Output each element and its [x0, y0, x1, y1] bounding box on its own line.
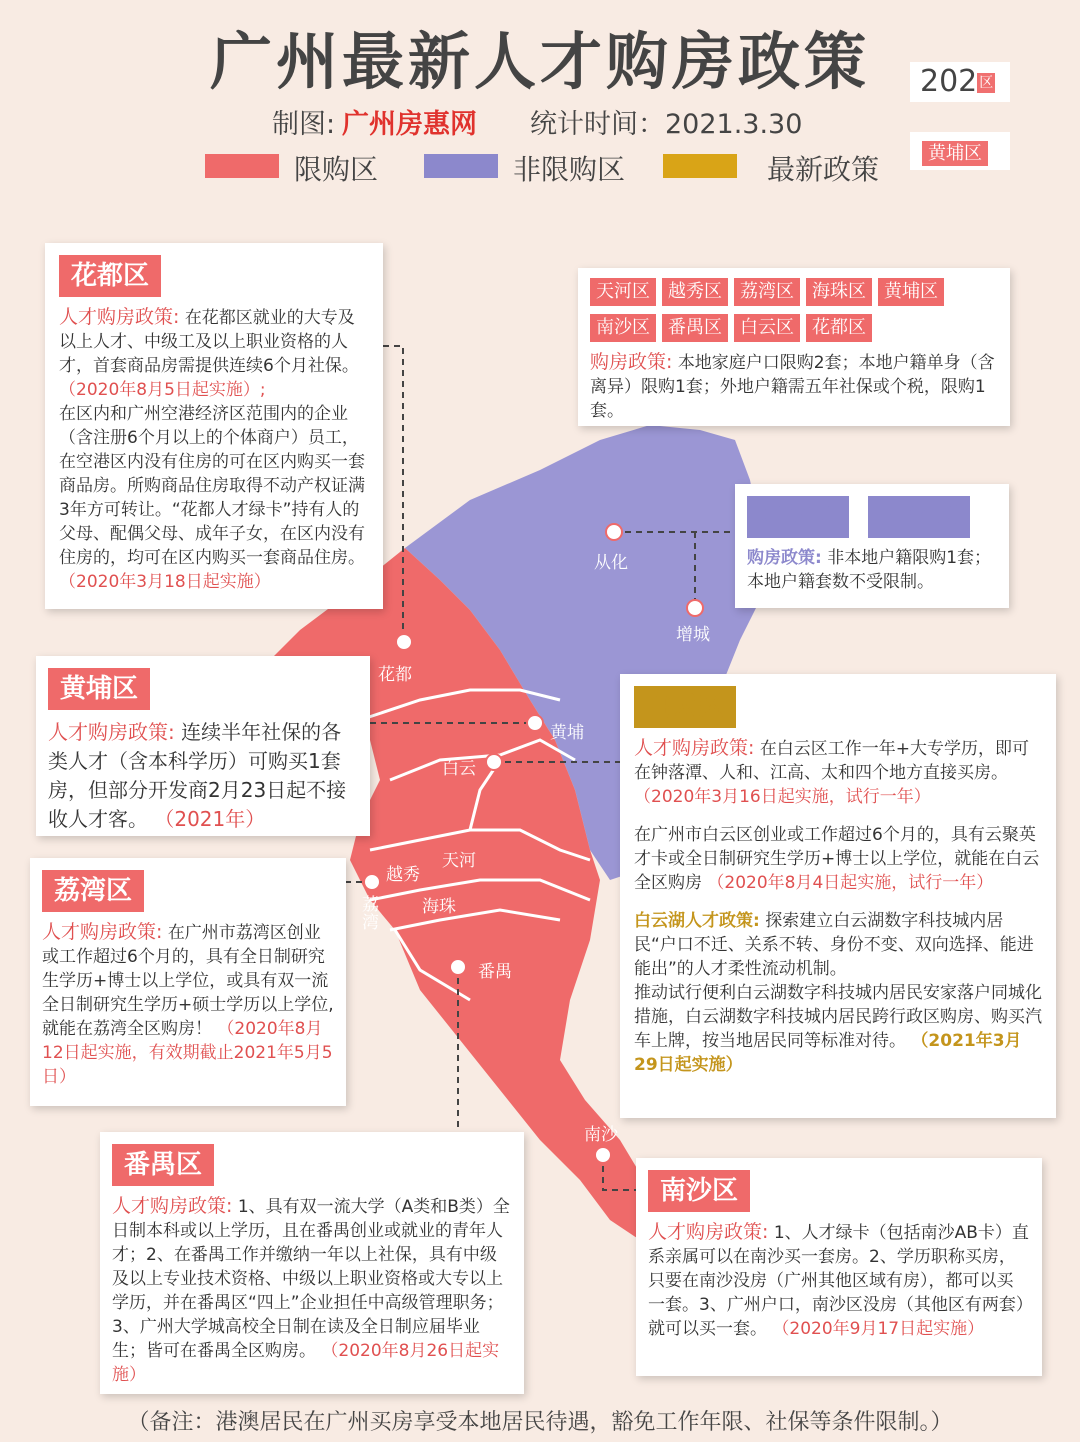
district-tag: 越秀区: [662, 278, 728, 306]
baiyun-policy-p1: [634, 736, 1042, 809]
zc-ch-chip-row: [747, 496, 997, 538]
district-tag: 白云区: [734, 314, 800, 342]
corner-year-tag: 区: [979, 74, 994, 91]
district-chip-nansha: 南沙区: [648, 1170, 750, 1212]
district-chip-huadu: 花都区: [59, 255, 161, 297]
huangpu-policy: [48, 718, 358, 834]
baiyun-lake-text4: 推动试行便利白云湖数字科技城内居民安家落户同城化措施，白云湖数字科技城内居民跨行政区购房、购买汽车上牌，按当地居民同等标准对待。: [634, 983, 1042, 1051]
map-label-zengcheng: 增城: [676, 625, 710, 645]
card-huangpu: [36, 656, 370, 836]
panyu-policy-date: （2020年8月26日起实施）: [112, 1341, 500, 1385]
huadu-policy-text2: 在区内和广州空港经济区范围内的企业（含注册6个月以上的个体商户）员工，在空港区内没有住房的可在区内购买一套商品房。所购商品住房取得不动产权证满3年方可转让。“花都人才绿卡”持有人的父母、配偶父母、成年子女，在区内没有住房的，均可在区内购买一套商品住房。: [59, 404, 365, 568]
baiyun-lake-p4: [634, 981, 1042, 1077]
zc-ch-policy-label: 购房政策:: [747, 548, 822, 568]
huangpu-policy-date: （2021年）: [154, 807, 266, 831]
map-label-baiyun: 白云: [442, 759, 476, 779]
district-chip-panyu: 番禺区: [112, 1144, 214, 1186]
zc-ch-policy: [747, 546, 997, 594]
liwan-policy-label: 人才购房政策:: [42, 921, 163, 943]
map-label-huangpu: 黄埔: [550, 723, 584, 743]
restricted-policy: [590, 350, 998, 423]
baiyun-lake-p3: [634, 909, 1042, 981]
baiyun-lake-label: 白云湖人才政策:: [634, 911, 760, 931]
panyu-policy: [112, 1194, 512, 1387]
huadu-policy-text1: 在花都区就业的大专及以上人才、中级工及以上职业资格的人才，首套商品房需提供连续6个月社保。: [59, 308, 359, 376]
baiyun-policy-date1: （2020年3月16日起实施，试行一年）: [634, 787, 931, 807]
district-chip-zengcheng: 增城区: [747, 496, 849, 538]
district-tag: 天河区: [590, 278, 656, 306]
baiyun-lake-text3: 探索建立白云湖数字科技城内居民“户口不迁、关系不转、身份不变、双向选择、能进能出”的人才柔性流动机制。: [634, 911, 1034, 979]
card-panyu: [100, 1132, 524, 1394]
district-chip-huangpu: 黄埔区: [48, 668, 150, 710]
huadu-policy-date1: （2020年8月5日起实施）;: [59, 380, 266, 400]
map-label-haizhu: 海珠: [422, 897, 456, 917]
legend-swatch-unrestricted: [424, 154, 498, 178]
zc-ch-policy-text: 非本地户籍限购1套；本地户籍套数不受限制。: [747, 548, 992, 592]
credit-source: 广州房惠网: [342, 109, 477, 140]
district-tag: 海珠区: [806, 278, 872, 306]
baiyun-policy-text2: 在广州市白云区创业或工作超过6个月的，具有云聚英才卡或全日制研究生学历+博士以上学位，就能在白云全区购房: [634, 825, 1040, 893]
huadu-policy-date2: （2020年3月18日起实施）: [59, 572, 271, 592]
restricted-district-chips: [590, 278, 998, 350]
map-label-nansha: 南沙: [584, 1125, 618, 1145]
card-nansha: [636, 1158, 1042, 1376]
huadu-policy-p2: [59, 402, 369, 594]
corner-district-fragment: [910, 132, 1010, 170]
district-tag: 黄埔区: [878, 278, 944, 306]
legend-swatch-restricted: [205, 154, 279, 178]
restricted-policy-text: 本地家庭户口限购2套；本地户籍单身（含离异）限购1套；外地户籍需五年社保或个税，限购1套。: [590, 353, 995, 421]
nansha-policy-date: （2020年9月17日起实施）: [772, 1319, 985, 1339]
huangpu-policy-label: 人才购房政策:: [48, 720, 175, 744]
card-liwan: [30, 858, 346, 1106]
huangpu-policy-text: 连续半年社保的各类人才（含本科学历）可购买1套房，但部分开发商2月23日起不接收人才客。: [48, 720, 347, 831]
liwan-policy-text: 在广州市荔湾区创业或工作超过6个月的，具有全日制研究生学历+博士以上学位，或具有双一流全日制研究生学历+硕士学历以上学位,就能在荔湾全区购房！: [42, 923, 334, 1039]
card-zengcheng-conghua: [735, 484, 1009, 608]
baiyun-policy-date2: （2020年8月4日起实施，试行一年）: [707, 873, 994, 893]
card-restricted-districts: [578, 268, 1010, 426]
huadu-policy-p1: [59, 305, 369, 402]
map-label-conghua: 从化: [594, 553, 628, 573]
nansha-policy-label: 人才购房政策:: [648, 1221, 769, 1243]
restricted-policy-label: 购房政策:: [590, 351, 673, 373]
district-chip-baiyun: 白云区: [634, 686, 736, 728]
corner-district: 黄埔区: [922, 141, 988, 166]
baiyun-policy-p2: [634, 823, 1042, 895]
huadu-policy-label: 人才购房政策:: [59, 306, 180, 328]
map-label-huadu: 花都: [378, 665, 412, 685]
legend-label-unrestricted: 非限购区: [513, 153, 626, 186]
panyu-policy-label: 人才购房政策:: [112, 1195, 233, 1217]
legend-label-latest: 最新政策: [767, 153, 880, 186]
legend-label-restricted: 限购区: [294, 153, 379, 186]
card-baiyun: [620, 674, 1056, 1118]
map-label-yuexiu: 越秀: [386, 865, 420, 885]
corner-year-fragment: [910, 62, 1010, 102]
district-tag: 南沙区: [590, 314, 656, 342]
district-tag: 荔湾区: [734, 278, 800, 306]
nansha-policy: [648, 1220, 1030, 1341]
panyu-policy-text: 1、具有双一流大学（A类和B类）全日制本科或以上学历，且在番禺创业或就业的青年人才；2、在番禺工作并缴纳一年以上社保，具有中级及以上专业技术资格、中级以上职业资格或大专以上学历，并在番禺区“四上”企业担任中高级管理职务；3、广州大学城高校全日制在读及全日制应届毕业生；皆可在番禺全区购房。: [112, 1197, 510, 1361]
liwan-policy: [42, 920, 334, 1089]
district-chip-conghua: 从化区: [868, 496, 970, 538]
card-huadu: [45, 243, 383, 609]
credit-label: 制图:: [272, 109, 336, 140]
legend-swatch-latest: [663, 154, 737, 178]
stat-time: 统计时间：2021.3.30: [530, 109, 803, 140]
map-label-liwan: 荔湾: [362, 895, 379, 933]
baiyun-policy-text1: 在白云区工作一年+大专学历，即可在钟落潭、人和、江高、太和四个地方直接买房。: [634, 739, 1030, 783]
district-tag: 花都区: [806, 314, 872, 342]
map-label-panyu: 番禺: [478, 962, 512, 982]
map-label-tianhe: 天河: [442, 851, 476, 871]
district-tag: 番禺区: [662, 314, 728, 342]
liwan-policy-date: （2020年8月12日起实施，有效期截止2021年5月5日）: [42, 1019, 333, 1087]
page-title: 广州最新人才购房政策: [209, 25, 870, 98]
footer-note: （备注：港澳居民在广州买房享受本地居民待遇，豁免工作年限、社保等条件限制。）: [127, 1410, 953, 1435]
baiyun-policy-label: 人才购房政策:: [634, 737, 755, 759]
corner-year: 202: [920, 64, 978, 99]
nansha-policy-text: 1、人才绿卡（包括南沙AB卡）直系亲属可以在南沙买一套房。2、学历职称买房，只要在南沙没房（广州其他区域有房），都可以买一套。3、广州户口，南沙区没房（其他区有两套）就可以买一套。: [648, 1223, 1029, 1339]
baiyun-lake-date: （2021年3月29日起实施）: [634, 1031, 1022, 1075]
district-chip-liwan: 荔湾区: [42, 870, 144, 912]
